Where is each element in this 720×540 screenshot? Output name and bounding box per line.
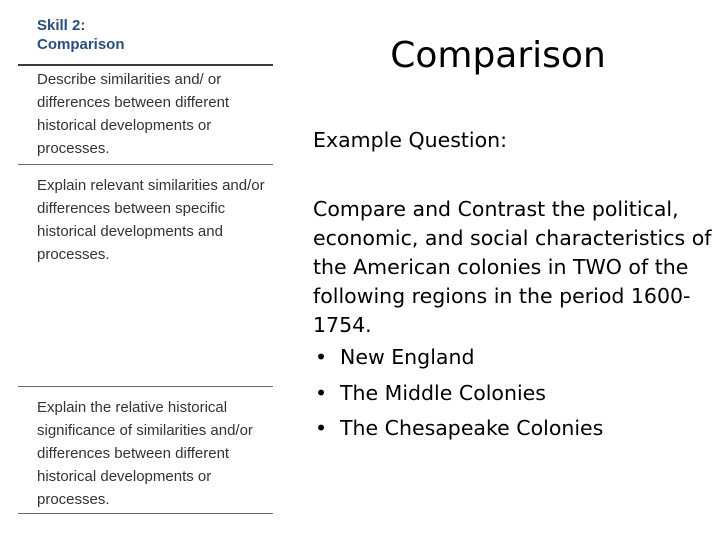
skill-row-explain-significance: Explain the relative historical significance of similarities and/or differences between different historical developments or processes.: [37, 399, 253, 508]
region-item-new-england: [313, 340, 713, 376]
region-list: [313, 340, 713, 447]
skill-number: Skill 2:: [37, 17, 86, 34]
skill-name: Comparison: [37, 36, 125, 53]
question-text: Compare and Contrast the political, economic, and social characteristics of the American colonies in TWO of the following regions in the period 1600-1754.: [313, 197, 712, 337]
region-label: New England: [340, 345, 475, 369]
bullet-icon: •: [315, 345, 328, 369]
skill-divider: [18, 386, 273, 387]
region-item-middle-colonies: [313, 376, 713, 412]
skill-row-describe: Describe similarities and/ or differences between different historical developments or processes.: [37, 71, 230, 157]
skill-divider: [18, 164, 273, 165]
region-label: The Middle Colonies: [340, 380, 546, 405]
slide-title: Comparison: [390, 35, 606, 76]
skill-divider-bottom: [18, 513, 273, 514]
bullet-icon: •: [315, 380, 328, 405]
bullet-icon: •: [315, 416, 328, 440]
region-item-chesapeake-colonies: [313, 411, 713, 447]
skill-panel: [18, 14, 273, 516]
skill-divider-top: [18, 64, 273, 66]
region-label: The Chesapeake Colonies: [340, 416, 604, 440]
skill-row-explain-relevant: Explain relevant similarities and/or differences between specific historical developments and processes.: [37, 177, 265, 263]
example-question-label: Example Question:: [313, 128, 508, 152]
slide-body: [313, 126, 713, 447]
skill-header: [37, 16, 125, 54]
